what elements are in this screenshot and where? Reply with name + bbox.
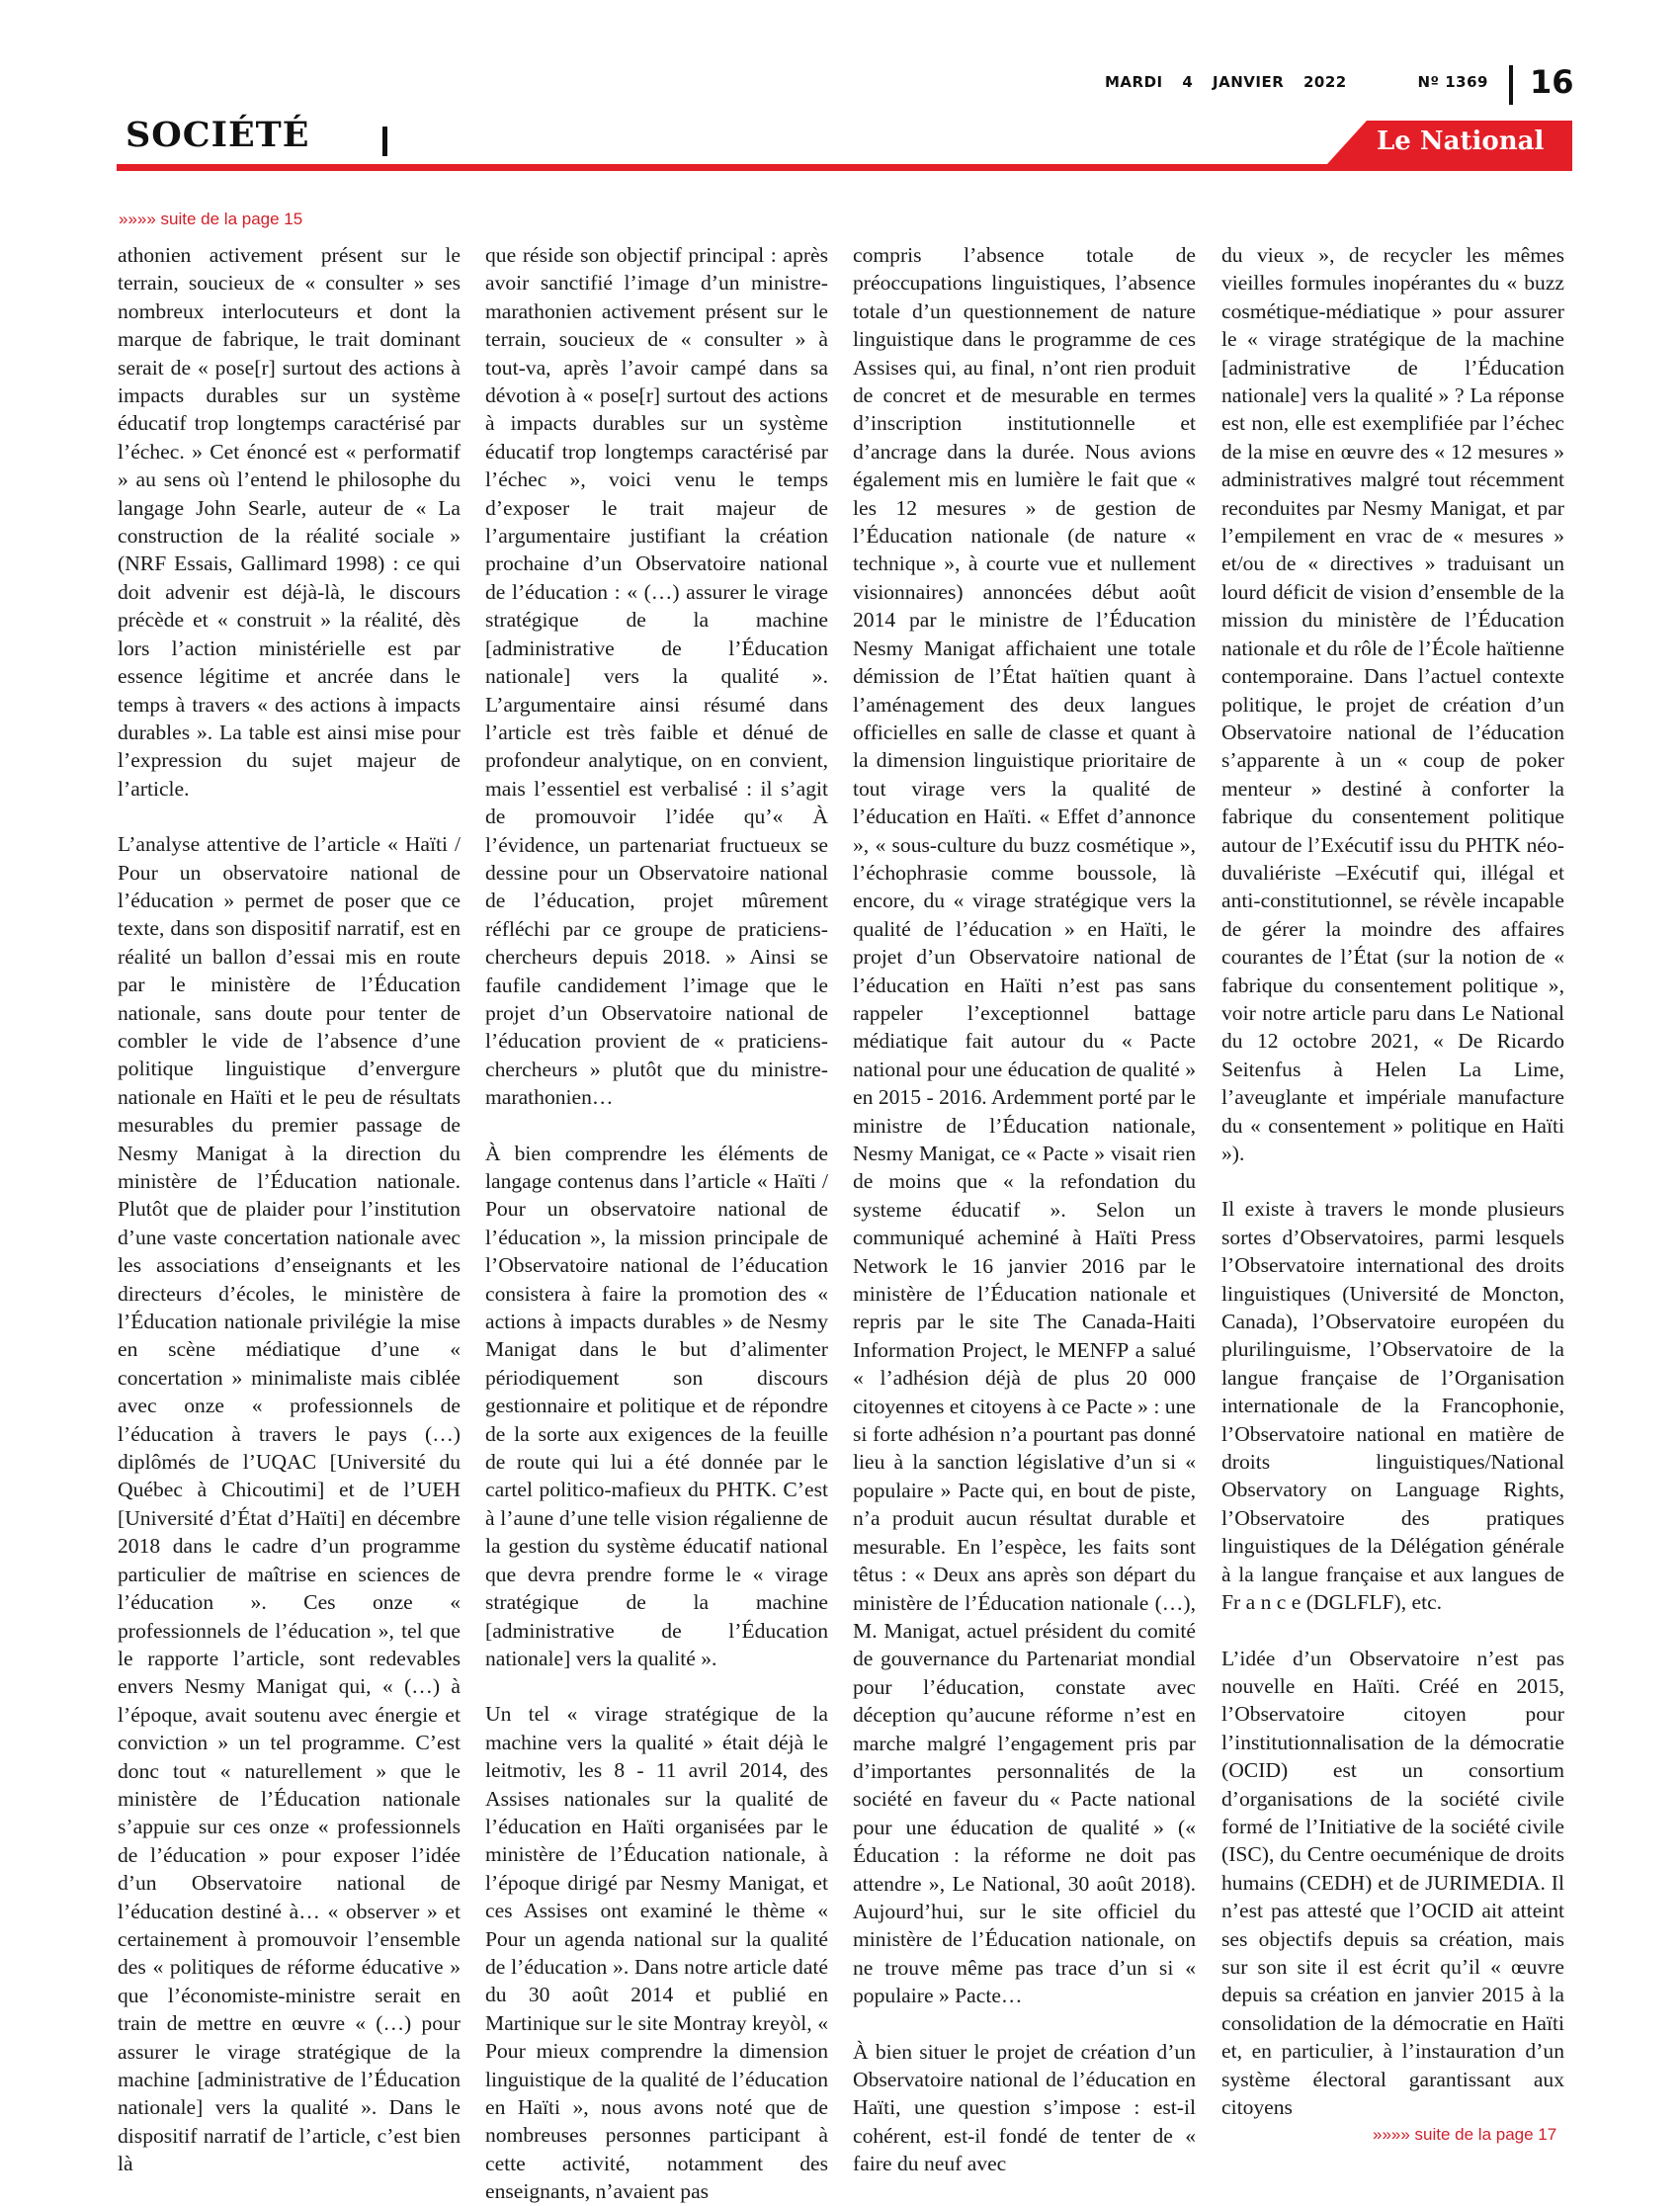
issue-number: Nº 1369 xyxy=(1417,73,1488,91)
page-number: 16 xyxy=(1530,63,1574,101)
page-number-divider xyxy=(1509,65,1513,105)
paragraph: compris l’absence totale de préoccupations linguistiques, l’absence totale d’un questionnement de nature linguistique dans le programme de ces Assises qui, au final, n’ont rien produit de concret et de mesurable en termes d’inscription institutionnelle et d’ancrage dans la durée. Nous avions également mis en lumière le fait que « les 12 mesures » de gestion de l’Éducation nationale (de nature « technique », à courte vue et nullement visionnaires) annoncées début août 2014 par le ministre de l’Éducation Nesmy Manigat affichaient une totale démission de l’État haïtien quant à l’aménagement des deux langues officielles en salle de classe et quant à la dimension linguistique prioritaire de tout virage vers la qualité de l’éducation en Haïti. « Effet d’annonce », « sous-culture du buzz cosmétique », l’échophrasie comme boussole, là encore, du « virage stratégique vers la qualité de l’éducation » en Haïti, le projet d’un Observatoire national de l’éducation en Haïti n’est pas sans rappeler l’exceptionnel battage médiatique fait autour du « Pacte national pour une éducation de qualité » en 2015 - 2016. Ardemment porté par le ministre de l’Éducation nationale, Nesmy Manigat, ce « Pacte » visait rien de moins que « la refondation du systeme éducatif ». Selon un communiqué acheminé à Haïti Press Network le 16 janvier 2016 par le ministère de l’Éducation nationale et repris par le site The Canada-Haiti Information Project, le MENFP a salué « l’adhésion déjà de plus 20 000 citoyennes et citoyens à ce Pacte » : une si forte adhésion n’a pourtant pas donné lieu à la sanction législative d’un si « populaire » Pacte qui, en bout de piste, n’a produit aucun résultat durable et mesurable. En l’espèce, les faits sont têtus : « Deux ans après son départ du ministère de l’Éducation nationale (…), M. Manigat, actuel président du comité de gouvernance du Partenariat mondial pour l’éducation, constate avec déception qu’aucune réforme n’est en marche malgré l’engagement pris par d’importantes personnalités de la société en faveur du « Pacte national pour une éducation de qualité » (« Éducation : la réforme ne doit pas attendre », Le National, 30 août 2018). Aujourd’hui, sur le site officiel du ministère de l’Éducation nationale, on ne trouve même pas trace d’un si « populaire » Pacte… xyxy=(853,243,1196,2008)
paragraph: du vieux », de recycler les mêmes vieilles formules inopérantes du « buzz cosmétique-médiatique » pour assurer le « virage stratégique de la machine [administrative de l’Éducation nationale] vers la qualité » ? La réponse est non, elle est exemplifiée par l’échec de la mise en œuvre des « 12 mesures » administratives malgré tout récemment reconduites par Nesmy Manigat, et par l’empilement en vrac de « mesures » et/ou de « directives » traduisant un lourd déficit de vision d’ensemble de la mission du ministère de l’Éducation nationale et du rôle de l’École haïtienne contemporaine. Dans l’actuel contexte politique, le projet de création d’un Observatoire national de l’éducation s’apparente à un « coup de poker menteur » destiné à conforter la fabrique du consentement politique autour de l’Exécutif issu du PHTK néo-duvaliériste –Exécutif qui, illégal et anti-constitutionnel, se révèle incapable de gérer la moindre des affaires courantes de l’État (sur la notion de « fabrique du consentement politique », voir notre article paru dans Le National du 12 octobre 2021, « De Ricardo Seitenfus à Helen La Lime, l’aveuglante et impériale manufacture du « consentement » politique en Haïti »). xyxy=(1221,243,1564,1165)
section-divider xyxy=(382,127,387,156)
continued-to-link[interactable]: »»»» suite de la page 17 xyxy=(1373,2125,1557,2144)
dateline xyxy=(1105,73,1502,91)
article-column-4 xyxy=(1221,241,1564,2121)
paragraph: Il existe à travers le monde plusieurs sortes d’Observatoires, parmi lesquels l’Observatoire international des droits linguistiques (Université de Moncton, Canada), l’Observatoire européen du plurilinguisme, l’Observatoire de la langue française de l’Organisation internationale de la Francophonie, l’Observatoire national en matière de droits linguistiques/National Observatory on Language Rights, l’Observatoire des pratiques linguistiques de la Délégation générale à la langue française et aux langues de Fr a n c e (DGLFLF), etc. xyxy=(1221,1197,1564,1615)
paragraph: L’analyse attentive de l’article « Haïti / Pour un observatoire national de l’éducation » permet de poser que ce texte, dans son dispositif narratif, est en réalité un ballon d’essai mis en route par le ministère de l’Éducation nationale, sans doute pour tenter de combler le vide de l’absence d’une politique linguistique d’envergure nationale en Haïti et le peu de résultats mesurables du premier passage de Nesmy Manigat à la direction du ministère de l’Éducation nationale. Plutôt que de plaider pour l’institution d’une vaste concertation nationale avec les associations d’enseignants et les directeurs d’écoles, le ministère de l’Éducation nationale privilégie la mise en scène médiatique d’une « concertation » minimaliste mais ciblée avec onze « professionnels de l’éducation à travers le pays (…) diplômés de l’UQAC [Université du Québec à Chicoutimi] et de l’UEH [Université d’État d’Haïti] en décembre 2018 dans le cadre d’un programme particulier de maîtrise en sciences de l’éducation ». Ces onze « professionnels de l’éducation », tel que le rapporte l’article, sont redevables envers Nesmy Manigat qui, « (…) à l’époque, avait soutenu avec énergie et conviction » un tel programme. C’est donc tout « naturellement » que le ministère de l’Éducation nationale s’appuie sur ces onze « professionnels de l’éducation » pour exposer l’idée d’un Observatoire national de l’éducation destiné à… « observer » et certainement à promouvoir l’ensemble des « politiques de réforme éducative » que l’économiste-ministre serait en train de mettre en œuvre « (…) pour assurer le virage stratégique de la machine [administrative de l’Éducation nationale] vers la qualité ». Dans le dispositif narratif de l’article, c’est bien là xyxy=(118,832,461,2176)
article-column-3 xyxy=(853,241,1196,2178)
page-header xyxy=(0,0,1680,178)
date-day: MARDI xyxy=(1105,73,1163,91)
paragraph: L’idée d’un Observatoire n’est pas nouvelle en Haïti. Créé en 2015, l’Observatoire citoyen pour l’institutionnalisation de la démocratie (OCID) est un consortium d’organisations de la société civile formé de l’Initiative de la société civile (ISC), du Centre oecuménique de droits humains (CEDH) et de JURIMEDIA. Il n’est pas attesté que l’OCID ait atteint ses objectifs depuis sa création, mais sur son site il est écrit qu’il « œuvre depuis sa création en janvier 2015 à la consolidation de la démocratie en Haïti et, en particulier, à l’instauration d’un système électoral garantissant aux citoyens xyxy=(1221,1646,1564,2119)
paragraph: À bien comprendre les éléments de langage contenus dans l’article « Haïti / Pour un observatoire national de l’éducation », la mission principale de l’Observatoire national de l’éducation consistera à faire la promotion des « actions à impacts durables » de Nesmy Manigat dans le but d’alimenter périodiquement son discours gestionnaire et politique et de répondre de la sorte aux exigences de la feuille de route qui lui a été donnée par le cartel politico-mafieux du PHTK. C’est à l’aune d’une telle vision régalienne de la gestion du système éducatif national que devra prendre forme le « virage stratégique de la machine [administrative de l’Éducation nationale] vers la qualité ». xyxy=(485,1141,828,1670)
paragraph: Un tel « virage stratégique de la machine vers la qualité » était déjà le leitmotiv, les 8 - 11 avril 2014, des Assises nationales sur la qualité de l’éducation en Haïti organisées par le ministère de l’Éducation nationale, à l’époque dirigé par Nesmy Manigat, et ces Assises ont examiné le thème « Pour un agenda national sur la qualité de l’éducation ». Dans notre article daté du 30 août 2014 et publié en Martinique sur le site Montray kreyòl, « Pour mieux comprendre la dimension linguistique de la qualité de l’éducation en Haïti », nous avons noté que de nombreuses personnes participant à cette activité, notamment des enseignants, n’avaient pas xyxy=(485,1702,828,2204)
header-rule xyxy=(117,164,1572,171)
brand-name: Le National xyxy=(1377,127,1545,156)
paragraph: À bien situer le projet de création d’un Observatoire national de l’éducation en Haïti, une question s’impose : est-il cohérent, est-il fondé de tenter de « faire du neuf avec xyxy=(853,2039,1196,2176)
continued-from-link[interactable]: »»»» suite de la page 15 xyxy=(119,210,303,228)
paragraph: athonien activement présent sur le terrain, soucieux de « consulter » ses nombreux interlocuteurs et dont la marque de fabrique, le trait dominant serait de « pose[r] surtout des actions à impacts durables sur un système éducatif trop longtemps caractérisé par l’échec. » Cet énoncé est « performatif » au sens où l’entend le philosophe du langage John Searle, auteur de « La construction de la réalité sociale » (NRF Essais, Gallimard 1998) : ce qui doit advenir est déjà-là, le discours précède et « construit » la réalité, dès lors l’action ministérielle est par essence légitime et ancrée dans le temps à travers « des actions à impacts durables ». La table est ainsi mise pour l’expression du sujet majeur de l’article. xyxy=(118,243,461,801)
date-year: 2022 xyxy=(1303,73,1347,91)
date-number: 4 xyxy=(1182,73,1194,91)
date-month: JANVIER xyxy=(1213,73,1285,91)
paragraph: que réside son objectif principal : après avoir sanctifié l’image d’un ministre-marathonien activement présent sur le terrain, soucieux de « consulter » à tout-va, après l’avoir campé dans sa dévotion à « pose[r] surtout des actions à impacts durables sur un système éducatif trop longtemps caractérisé par l’échec », voici venu le temps d’exposer le trait majeur de l’argumentaire justifiant la création prochaine d’un Observatoire national de l’éducation : « (…) assurer le virage stratégique de la machine [administrative de l’Éducation nationale] vers la qualité ». L’argumentaire ainsi résumé dans l’article est très faible et dénué de profondeur analytique, on en convient, mais l’essentiel est verbalisé : il s’agit de promouvoir l’idée qu’« À l’évidence, un partenariat fructueux se dessine pour un Observatoire national de l’éducation, projet mûrement réfléchi par ce groupe de praticiens-chercheurs depuis 2018. » Ainsi se faufile candidement l’image que le projet d’un Observatoire national de l’éducation provient de « praticiens-chercheurs » plutôt que du ministre-marathonien… xyxy=(485,243,828,1110)
section-title: SOCIÉTÉ xyxy=(126,115,310,155)
article-column-2 xyxy=(485,241,828,2206)
article-column-1 xyxy=(118,241,461,2178)
